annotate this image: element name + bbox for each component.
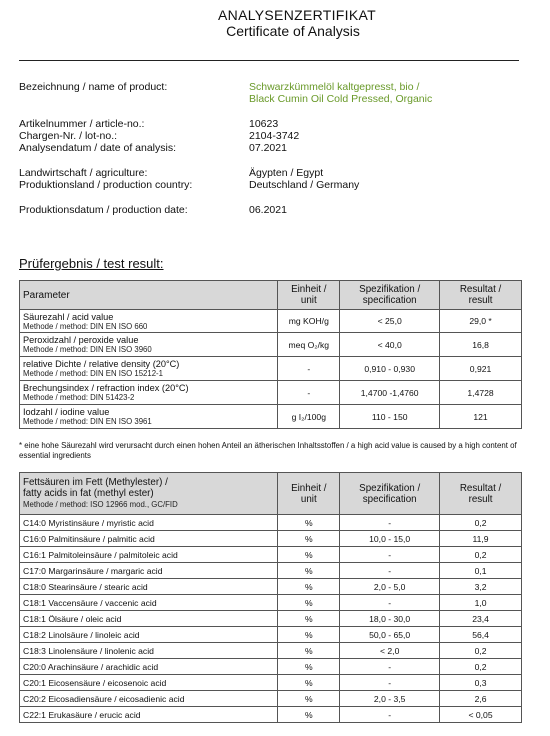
parameter-method: Methode / method: DIN 51423-2 bbox=[23, 393, 135, 402]
header-specification: Spezifikation / specification bbox=[340, 281, 440, 310]
result-cell: 0,3 bbox=[440, 675, 522, 691]
spec-cell: 2,0 - 3,5 bbox=[340, 691, 440, 707]
result-cell: 29,0 * bbox=[440, 310, 522, 333]
table-row bbox=[20, 595, 522, 611]
parameter-name: relative Dichte / relative density (20°C) bbox=[23, 359, 180, 369]
header-specification: Spezifikation / specification bbox=[340, 473, 440, 515]
unit-cell: % bbox=[278, 627, 340, 643]
acid-name: C16:1 Palmitoleinsäure / palmitoleic acid bbox=[20, 547, 278, 563]
production-country-label: Produktionsland / production country: bbox=[19, 179, 193, 191]
result-cell: 56,4 bbox=[440, 627, 522, 643]
header-unit: Einheit / unit bbox=[278, 473, 340, 515]
spec-cell: < 40,0 bbox=[340, 333, 440, 357]
unit-cell: % bbox=[278, 595, 340, 611]
result-cell: 16,8 bbox=[440, 333, 522, 357]
table-row bbox=[20, 333, 522, 357]
parameter-name: Brechungsindex / refraction index (20°C) bbox=[23, 383, 189, 393]
lot-label: Chargen-Nr. / lot-no.: bbox=[19, 130, 118, 142]
spec-cell: 50,0 - 65,0 bbox=[340, 627, 440, 643]
table-row bbox=[20, 310, 522, 333]
header-unit: Einheit / unit bbox=[278, 281, 340, 310]
table-row bbox=[20, 531, 522, 547]
result-cell: < 0,05 bbox=[440, 707, 522, 723]
acid-name: C17:0 Margarinsäure / margaric acid bbox=[20, 563, 278, 579]
spec-cell: 18,0 - 30,0 bbox=[340, 611, 440, 627]
acid-name: C18:3 Linolensäure / linolenic acid bbox=[20, 643, 278, 659]
production-date-value: 06.2021 bbox=[249, 204, 287, 216]
spec-cell: < 2,0 bbox=[340, 643, 440, 659]
table-row bbox=[20, 611, 522, 627]
result-cell: 2,6 bbox=[440, 691, 522, 707]
unit-cell: - bbox=[278, 381, 340, 405]
table-row bbox=[20, 691, 522, 707]
product-name-value-2: Black Cumin Oil Cold Pressed, Organic bbox=[249, 93, 433, 105]
header-fatty-acids: Fettsäuren im Fett (Methylester) / fatty acids in fat (methyl ester) Methode / method: ISO 12966 mod., GC/FID bbox=[20, 473, 278, 515]
table-row bbox=[20, 643, 522, 659]
article-value: 10623 bbox=[249, 118, 279, 130]
table-header-row bbox=[20, 473, 522, 515]
spec-cell: 1,4700 -1,4760 bbox=[340, 381, 440, 405]
acid-name: C22:1 Erukasäure / erucic acid bbox=[20, 707, 278, 723]
test-result-table bbox=[19, 280, 522, 429]
unit-cell: % bbox=[278, 675, 340, 691]
unit-cell: % bbox=[278, 531, 340, 547]
spec-cell: 2,0 - 5,0 bbox=[340, 579, 440, 595]
spec-cell: - bbox=[340, 659, 440, 675]
spec-cell: - bbox=[340, 515, 440, 531]
document-subtitle: Certificate of Analysis bbox=[226, 23, 360, 39]
acid-name: C20:2 Eicosadiensäure / eicosadienic acid bbox=[20, 691, 278, 707]
table-row bbox=[20, 547, 522, 563]
spec-cell: - bbox=[340, 563, 440, 579]
unit-cell: % bbox=[278, 563, 340, 579]
result-cell: 0,2 bbox=[440, 643, 522, 659]
acid-name: C16:0 Palmitinsäure / palmitic acid bbox=[20, 531, 278, 547]
analysis-date-value: 07.2021 bbox=[249, 142, 287, 154]
product-name-value-1: Schwarzkümmelöl kaltgepresst, bio / bbox=[249, 81, 420, 93]
table-header-row bbox=[20, 281, 522, 310]
table-row bbox=[20, 381, 522, 405]
title-divider bbox=[19, 60, 519, 61]
acid-name: C20:1 Eicosensäure / eicosenoic acid bbox=[20, 675, 278, 691]
unit-cell: - bbox=[278, 357, 340, 381]
spec-cell: - bbox=[340, 595, 440, 611]
footnote: * eine hohe Säurezahl wird verursacht durch einen hohen Anteil an ätherischen Inhaltsstoffen / a high acid value is caused by a high content of essential ingredients bbox=[19, 441, 517, 460]
result-cell: 3,2 bbox=[440, 579, 522, 595]
result-cell: 0,2 bbox=[440, 515, 522, 531]
document-title: ANALYSENZERTIFIKAT bbox=[218, 7, 376, 23]
acid-name: C18:2 Linolsäure / linoleic acid bbox=[20, 627, 278, 643]
unit-cell: % bbox=[278, 643, 340, 659]
unit-cell: % bbox=[278, 659, 340, 675]
test-result-heading: Prüfergebnis / test result: bbox=[19, 256, 164, 271]
table-row bbox=[20, 515, 522, 531]
article-label: Artikelnummer / article-no.: bbox=[19, 118, 145, 130]
spec-cell: < 25,0 bbox=[340, 310, 440, 333]
result-cell: 0,921 bbox=[440, 357, 522, 381]
agriculture-value: Ägypten / Egypt bbox=[249, 167, 324, 179]
parameter-method: Methode / method: DIN EN ISO 3961 bbox=[23, 417, 152, 426]
spec-cell: 10,0 - 15,0 bbox=[340, 531, 440, 547]
parameter-name: Peroxidzahl / peroxide value bbox=[23, 335, 139, 345]
table-row bbox=[20, 579, 522, 595]
spec-cell: - bbox=[340, 547, 440, 563]
parameter-method: Methode / method: DIN EN ISO 660 bbox=[23, 321, 148, 331]
table-row bbox=[20, 405, 522, 429]
unit-cell: % bbox=[278, 579, 340, 595]
result-cell: 0,1 bbox=[440, 563, 522, 579]
result-cell: 0,2 bbox=[440, 547, 522, 563]
spec-cell: 0,910 - 0,930 bbox=[340, 357, 440, 381]
parameter-method: Methode / method: DIN EN ISO 15212-1 bbox=[23, 369, 163, 378]
production-date-label: Produktionsdatum / production date: bbox=[19, 204, 188, 216]
acid-name: C18:1 Vaccensäure / vaccenic acid bbox=[20, 595, 278, 611]
result-cell: 11,9 bbox=[440, 531, 522, 547]
parameter-name: Säurezahl / acid value bbox=[23, 311, 114, 322]
parameter-name: Iodzahl / iodine value bbox=[23, 407, 110, 417]
lot-value: 2104-3742 bbox=[249, 130, 300, 142]
unit-cell: % bbox=[278, 547, 340, 563]
acid-name: C20:0 Arachinsäure / arachidic acid bbox=[20, 659, 278, 675]
unit-cell: % bbox=[278, 707, 340, 723]
table-row bbox=[20, 563, 522, 579]
product-name-label: Bezeichnung / name of product: bbox=[19, 81, 168, 93]
spec-cell: - bbox=[340, 675, 440, 691]
result-cell: 1,0 bbox=[440, 595, 522, 611]
parameter-method: Methode / method: DIN EN ISO 3960 bbox=[23, 345, 152, 354]
table-row bbox=[20, 675, 522, 691]
table-row bbox=[20, 707, 522, 723]
unit-cell: meq O₂/kg bbox=[278, 333, 340, 357]
acid-name: C18:0 Stearinsäure / stearic acid bbox=[20, 579, 278, 595]
header-parameter: Parameter bbox=[20, 281, 278, 310]
agriculture-label: Landwirtschaft / agriculture: bbox=[19, 167, 148, 179]
spec-cell: - bbox=[340, 707, 440, 723]
header-result: Resultat / result bbox=[440, 473, 522, 515]
unit-cell: mg KOH/g bbox=[278, 310, 340, 333]
document-title-block bbox=[0, 7, 550, 39]
result-cell: 121 bbox=[440, 405, 522, 429]
unit-cell: % bbox=[278, 691, 340, 707]
table-row bbox=[20, 627, 522, 643]
acid-name: C18:1 Ölsäure / oleic acid bbox=[20, 611, 278, 627]
production-country-value: Deutschland / Germany bbox=[249, 179, 360, 191]
result-cell: 23,4 bbox=[440, 611, 522, 627]
result-cell: 0,2 bbox=[440, 659, 522, 675]
acid-name: C14:0 Myristinsäure / myristic acid bbox=[20, 515, 278, 531]
header-result: Resultat / result bbox=[440, 281, 522, 310]
table-row bbox=[20, 659, 522, 675]
table-row bbox=[20, 357, 522, 381]
unit-cell: % bbox=[278, 611, 340, 627]
unit-cell: % bbox=[278, 515, 340, 531]
fatty-acid-table bbox=[19, 472, 522, 723]
unit-cell: g I₂/100g bbox=[278, 405, 340, 429]
spec-cell: 110 - 150 bbox=[340, 405, 440, 429]
analysis-date-label: Analysendatum / date of analysis: bbox=[19, 142, 177, 154]
result-cell: 1,4728 bbox=[440, 381, 522, 405]
